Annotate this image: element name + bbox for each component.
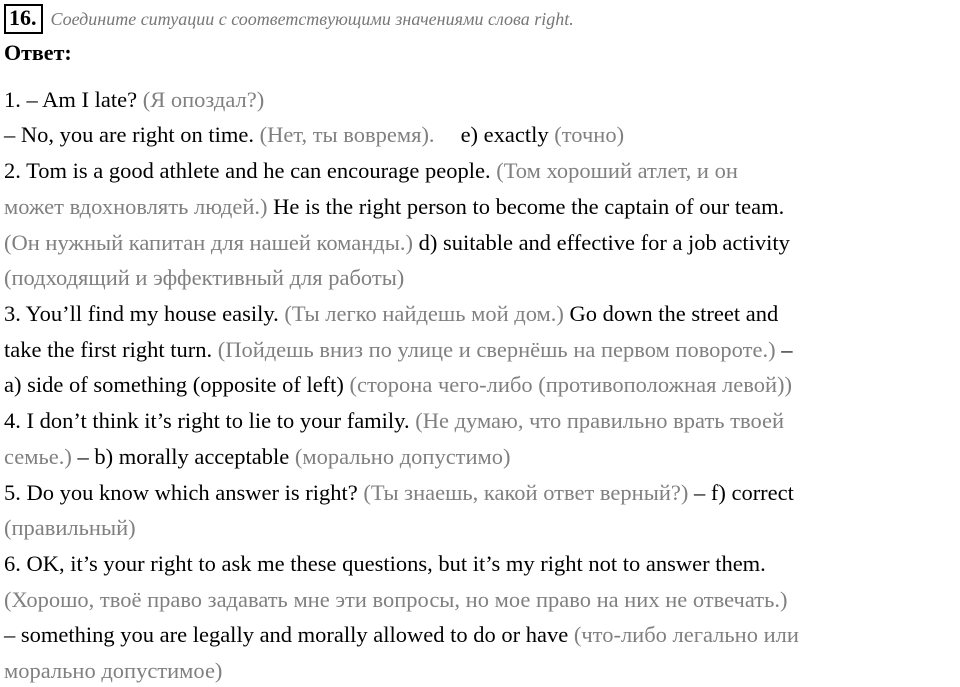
text-line bbox=[4, 479, 958, 507]
russian-translation: (Том хороший атлет, и он bbox=[496, 158, 738, 183]
meaning-text: – f) correct bbox=[688, 480, 794, 505]
text-line bbox=[4, 336, 958, 364]
task-number: 16. bbox=[4, 4, 43, 34]
meaning-translation: (что-либо легально или bbox=[573, 622, 799, 647]
text-line bbox=[4, 514, 958, 542]
text-line bbox=[4, 586, 958, 614]
russian-translation: (Он нужный капитан для нашей команды.) bbox=[4, 230, 413, 255]
text-line bbox=[4, 300, 958, 328]
english-text: 3. You’ll find my house easily. bbox=[4, 301, 285, 326]
english-text: Go down the street and bbox=[563, 301, 779, 326]
russian-translation: (Я опоздал?) bbox=[142, 87, 265, 112]
text-line bbox=[4, 443, 958, 471]
russian-translation: (Пойдешь вниз по улице и свернёшь на первом повороте.) bbox=[217, 337, 776, 362]
text-line bbox=[4, 121, 958, 149]
english-text: He is the right person to become the captain of our team. bbox=[267, 194, 785, 219]
text-line bbox=[4, 86, 958, 114]
russian-translation: может вдохновлять людей.) bbox=[4, 194, 268, 219]
english-text: 1. – Am I late? bbox=[4, 87, 143, 112]
text-line bbox=[4, 550, 958, 578]
text-line bbox=[4, 157, 958, 185]
english-text: 5. Do you know which answer is right? bbox=[4, 480, 364, 505]
answer-label: Ответ: bbox=[4, 40, 72, 65]
russian-translation: (Не думаю, что правильно врать твоей bbox=[415, 408, 785, 433]
english-text: 4. I don’t think it’s right to lie to your family. bbox=[4, 408, 416, 433]
english-text: take the first right turn. bbox=[4, 337, 218, 362]
russian-translation: семье.) bbox=[4, 444, 72, 469]
text-line bbox=[4, 657, 958, 685]
text-line bbox=[4, 193, 958, 221]
meaning-translation: морально допустимое) bbox=[4, 658, 223, 683]
russian-translation: (Ты легко найдешь мой дом.) bbox=[284, 301, 564, 326]
russian-translation: (Нет, ты вовремя). bbox=[259, 122, 435, 147]
meaning-text: – b) morally acceptable bbox=[71, 444, 295, 469]
text-line bbox=[4, 621, 958, 649]
text-line bbox=[4, 229, 958, 257]
meaning-translation: (подходящий и эффективный для работы) bbox=[4, 265, 405, 290]
text-line bbox=[4, 407, 958, 435]
task-header bbox=[4, 4, 574, 34]
text-line bbox=[4, 371, 958, 399]
dash-text: – bbox=[775, 337, 793, 362]
russian-translation: (Хорошо, твоё право задавать мне эти вопросы, но мое право на них не отвечать.) bbox=[4, 587, 788, 612]
english-text: 6. OK, it’s your right to ask me these questions, but it’s my right not to answer them. bbox=[4, 551, 766, 576]
meaning-translation: (морально допустимо) bbox=[294, 444, 511, 469]
meaning-text: e) exactly bbox=[460, 122, 555, 147]
meaning-translation: (точно) bbox=[554, 122, 625, 147]
meaning-text: a) side of something (opposite of left) bbox=[4, 372, 350, 397]
russian-translation: (Ты знаешь, какой ответ верный?) bbox=[363, 480, 689, 505]
english-text: – No, you are right on time. bbox=[4, 122, 260, 147]
meaning-text: – something you are legally and morally allowed to do or have bbox=[4, 622, 574, 647]
english-text: 2. Tom is a good athlete and he can encourage people. bbox=[4, 158, 497, 183]
meaning-translation: (сторона чего-либо (противоположная левой)) bbox=[349, 372, 793, 397]
text-line bbox=[4, 264, 958, 292]
meaning-text: d) suitable and effective for a job activity bbox=[412, 230, 790, 255]
task-instruction: Соедините ситуации с соответствующими значениями слова right. bbox=[50, 8, 574, 29]
meaning-translation: (правильный) bbox=[4, 515, 136, 540]
